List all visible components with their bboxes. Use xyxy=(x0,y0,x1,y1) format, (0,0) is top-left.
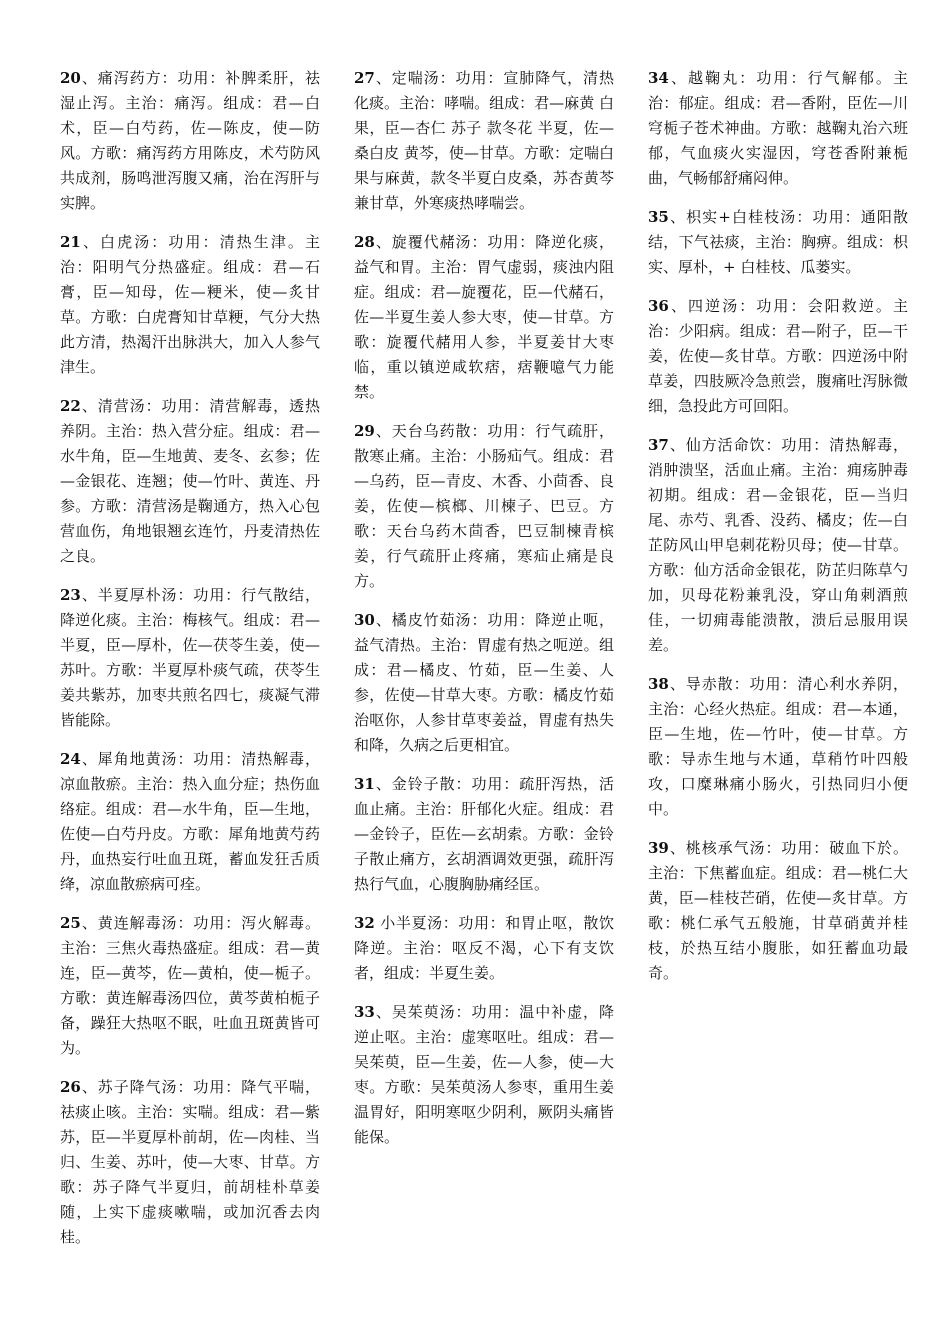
formula-entry-21 xyxy=(60,230,320,380)
formula-entry-30 xyxy=(354,608,614,758)
entry-number: 37 xyxy=(648,436,669,454)
entry-text: 、越鞠丸：功用：行气解郁。主治：郁症。组成：君—香附，臣佐—川穹栀子苍术神曲。方歌：越鞠丸治六班郁，气血痰火实湿因，穹苍香附兼栀曲，气畅郁舒痛闷伸。 xyxy=(648,69,908,187)
column-1 xyxy=(60,66,320,1306)
entry-text: 、苏子降气汤：功用：降气平喘，祛痰止咳。主治：实喘。组成：君—紫苏，臣—半夏厚朴前胡，佐—肉桂、当归、生姜、苏叶，使—大枣、甘草。方歌：苏子降气半夏归，前胡桂朴草姜随，上实下虚痰嗽喘，或加沉香去肉桂。 xyxy=(60,1078,320,1246)
entry-text: 、白虎汤：功用：清热生津。主治：阳明气分热盛症。组成：君—石膏，臣—知母，佐—粳米，使—炙甘草。方歌：白虎膏知甘草粳，气分大热此方清，热渴汗出脉洪大，加入人参气津生。 xyxy=(60,233,320,376)
formula-entry-26 xyxy=(60,1075,320,1250)
formula-entry-33 xyxy=(354,1000,614,1150)
formula-entry-29 xyxy=(354,419,614,594)
entry-number: 24 xyxy=(60,750,81,768)
entry-number: 26 xyxy=(60,1078,81,1096)
entry-number: 22 xyxy=(60,397,81,415)
entry-text: 、旋覆代赭汤：功用：降逆化痰，益气和胃。主治：胃气虚弱，痰浊内阻症。组成：君—旋覆花，臣—代赭石，佐—半夏生姜人参大枣，使—甘草。方歌：旋覆代赭用人参，半夏姜甘大枣临，重以镇逆咸软痞，痞鞭噫气力能禁。 xyxy=(354,233,614,401)
formula-entry-28 xyxy=(354,230,614,405)
formula-entry-38 xyxy=(648,672,908,822)
entry-text: 、金铃子散：功用：疏肝泻热，活血止痛。主治：肝郁化火症。组成：君—金铃子，臣佐—玄胡索。方歌：金铃子散止痛方，玄胡酒调效更强，疏肝泻热行气血，心腹胸胁痛经匡。 xyxy=(354,775,614,893)
entry-number: 27 xyxy=(354,69,375,87)
entry-text: 、痛泻药方：功用：补脾柔肝，祛湿止泻。主治：痛泻。组成：君—白术，臣—白芍药，佐—陈皮，使—防风。方歌：痛泻药方用陈皮，术芍防风共成剂，肠鸣泄泻腹又痛，治在泻肝与实脾。 xyxy=(60,69,320,212)
formula-entry-20 xyxy=(60,66,320,216)
column-2 xyxy=(354,66,614,1306)
formula-entry-39 xyxy=(648,836,908,986)
entry-number: 21 xyxy=(60,233,81,251)
formula-entry-32 xyxy=(354,911,614,986)
formula-entry-37 xyxy=(648,433,908,658)
formula-entry-34 xyxy=(648,66,908,191)
entry-text: 、吴茱萸汤：功用：温中补虚，降逆止呕。主治：虚寒呕吐。组成：君—吴茱萸，臣—生姜，佐—人参，使—大枣。方歌：吴茱萸汤人参枣，重用生姜温胃好，阳明寒呕少阴利，厥阴头痛皆能保。 xyxy=(354,1003,614,1146)
column-3 xyxy=(648,66,908,1306)
entry-text: 、枳实+白桂枝汤：功用：通阳散结，下气祛痰，主治：胸痹。组成：枳实、厚朴，+ 白桂枝、瓜蒌实。 xyxy=(648,208,908,276)
entry-text: 、犀角地黄汤：功用：清热解毒，凉血散瘀。主治：热入血分症；热伤血络症。组成：君—水牛角，臣—生地，佐使—白芍丹皮。方歌：犀角地黄芍药丹，血热妄行吐血丑斑，蓄血发狂舌质绛，凉血散瘀病可痊。 xyxy=(60,750,320,893)
formula-entry-27 xyxy=(354,66,614,216)
formula-entry-31 xyxy=(354,772,614,897)
entry-number: 20 xyxy=(60,69,81,87)
formula-entry-25 xyxy=(60,911,320,1061)
entry-text: 、仙方活命饮：功用：清热解毒，消肿溃坚，活血止痛。主治：痈疡肿毒初期。组成：君—金银花，臣—当归尾、赤芍、乳香、没药、橘皮；佐—白芷防风山甲皂刺花粉贝母；使—甘草。方歌：仙方活命金银花，防芷归陈草勺加，贝母花粉兼乳没，穿山角刺酒煎佳，一切痈毒能溃散，溃后忌服用误差。 xyxy=(648,436,908,654)
entry-text: 、桃核承气汤：功用：破血下於。主治：下焦蓄血症。组成：君—桃仁大黄，臣—桂枝芒硝，佐使—炙甘草。方歌：桃仁承气五般施，甘草硝黄并桂枝，於热互结小腹胀，如狂蓄血功最奇。 xyxy=(648,839,908,982)
entry-number: 32 xyxy=(354,914,375,932)
entry-number: 30 xyxy=(354,611,375,629)
formula-entry-36 xyxy=(648,294,908,419)
formula-entry-24 xyxy=(60,747,320,897)
entry-text: 、黄连解毒汤：功用：泻火解毒。主治：三焦火毒热盛症。组成：君—黄连，臣—黄芩，佐—黄柏，使—栀子。方歌：黄连解毒汤四位，黄芩黄柏栀子备，躁狂大热呕不眠，吐血丑斑黄皆可为。 xyxy=(60,914,320,1057)
entry-number: 29 xyxy=(354,422,375,440)
entry-text: 小半夏汤：功用：和胃止呕，散饮降逆。主治：呕反不渴，心下有支饮者，组成：半夏生姜。 xyxy=(354,914,614,982)
entry-number: 38 xyxy=(648,675,669,693)
entry-number: 34 xyxy=(648,69,669,87)
formula-entry-23 xyxy=(60,583,320,733)
entry-number: 39 xyxy=(648,839,669,857)
document-page xyxy=(60,66,910,1306)
entry-text: 、清营汤：功用：清营解毒，透热养阴。主治：热入营分症。组成：君—水牛角，臣—生地黄、麦冬、玄参；佐—金银花、连翘；使—竹叶、黄连、丹参。方歌：清营汤是鞠通方，热入心包营血伤，角地银翘玄连竹，丹麦清热佐之良。 xyxy=(60,397,320,565)
entry-number: 36 xyxy=(648,297,669,315)
entry-number: 31 xyxy=(354,775,375,793)
entry-number: 25 xyxy=(60,914,81,932)
entry-number: 35 xyxy=(648,208,669,226)
entry-number: 28 xyxy=(354,233,375,251)
formula-entry-22 xyxy=(60,394,320,569)
entry-text: 、天台乌药散：功用：行气疏肝，散寒止痛。主治：小肠疝气。组成：君—乌药，臣—青皮、木香、小茴香、良姜，佐使—槟榔、川楝子、巴豆。方歌：天台乌药木茴香，巴豆制楝青槟姜，行气疏肝止疼痛，寒疝止痛是良方。 xyxy=(354,422,614,590)
entry-text: 、定喘汤：功用：宣肺降气，清热化痰。主治：哮喘。组成：君—麻黄 白果，臣—杏仁 苏子 款冬花 半夏，佐—桑白皮 黄芩，使—甘草。方歌：定喘白果与麻黄，款冬半夏白皮桑，苏杏黄芩兼甘草，外寒痰热哮喘尝。 xyxy=(354,69,614,212)
entry-number: 23 xyxy=(60,586,81,604)
entry-text: 、四逆汤：功用：会阳救逆。主治：少阳病。组成：君—附子，臣—干姜，佐使—炙甘草。方歌：四逆汤中附草姜，四肢厥冷急煎尝，腹痛吐泻脉微细，急投此方可回阳。 xyxy=(648,297,908,415)
entry-text: 、橘皮竹茹汤：功用：降逆止呃，益气清热。主治：胃虚有热之呃逆。组成：君—橘皮、竹茹，臣—生姜、人参，佐使—甘草大枣。方歌：橘皮竹茹治呕你，人参甘草枣姜益，胃虚有热失和降，久病之后更相宜。 xyxy=(354,611,614,754)
entry-text: 、导赤散：功用：清心利水养阴，主治：心经火热症。组成：君—本通，臣—生地，佐—竹叶，使—甘草。方歌：导赤生地与木通，草稍竹叶四般攻，口糜琳痛小肠火，引热同归小便中。 xyxy=(648,675,908,818)
formula-entry-35 xyxy=(648,205,908,280)
entry-text: 、半夏厚朴汤：功用：行气散结，降逆化痰。主治：梅核气。组成：君—半夏，臣—厚朴，佐—茯苓生姜，使—苏叶。方歌：半夏厚朴痰气疏，茯苓生姜共紫苏，加枣共煎名四七，痰凝气滞皆能除。 xyxy=(60,586,320,729)
entry-number: 33 xyxy=(354,1003,375,1021)
